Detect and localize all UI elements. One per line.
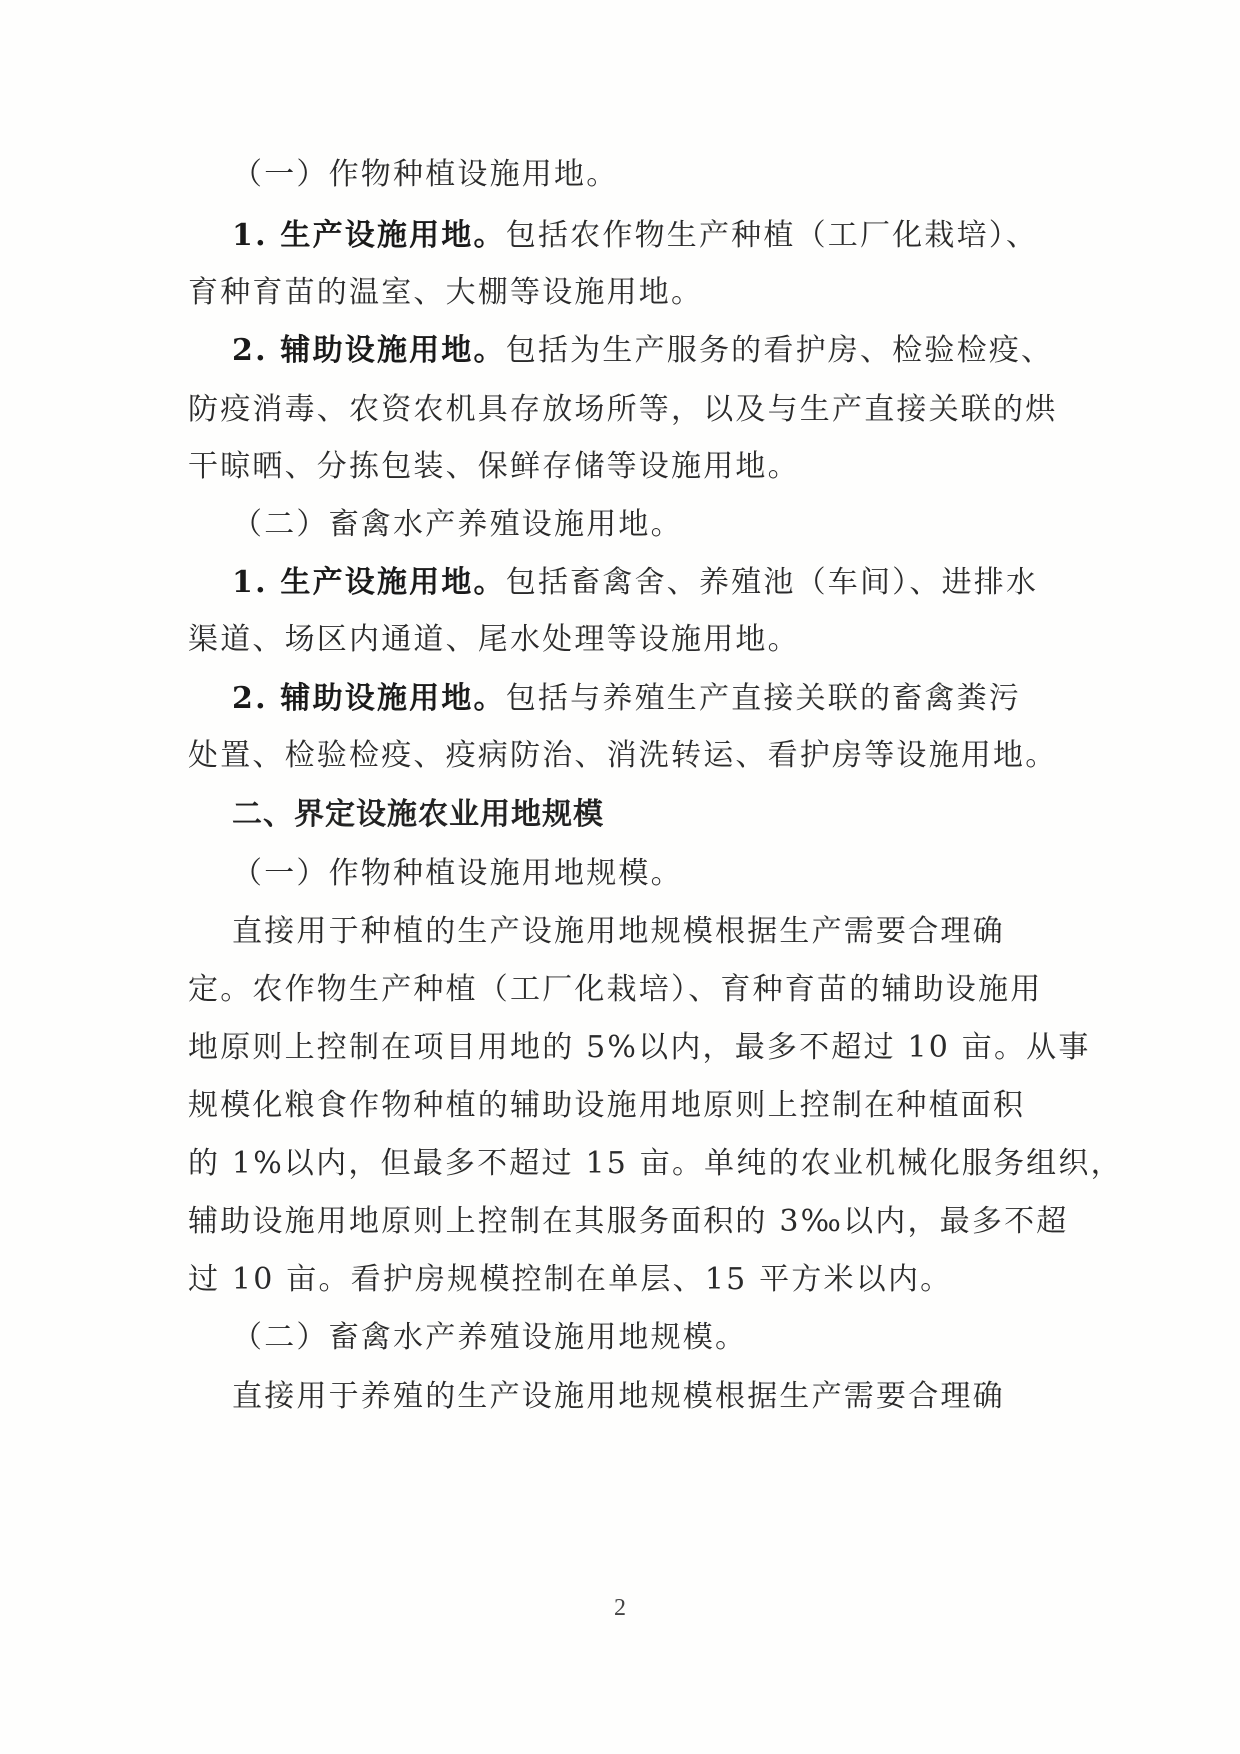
line-text: 防疫消毒、农资农机具存放场所等，以及与生产直接关联的烘 bbox=[188, 392, 1058, 427]
line-text: 渠道、场区内通道、尾水处理等设施用地。 bbox=[188, 622, 800, 657]
line-text: 育种育苗的温室、大棚等设施用地。 bbox=[188, 275, 704, 310]
paragraph-line bbox=[188, 438, 1068, 496]
line-text: 直接用于养殖的生产设施用地规模根据生产需要合理确 bbox=[232, 1379, 1005, 1414]
subheading-livestock-facility-land bbox=[232, 496, 1068, 554]
paragraph-line bbox=[188, 1077, 1068, 1135]
item-auxiliary-facility-land-livestock bbox=[232, 670, 1068, 728]
item-label: 2. 辅助设施用地。 bbox=[232, 333, 506, 368]
paragraph-line bbox=[188, 961, 1068, 1019]
subheading-crop-facility-scale bbox=[232, 845, 1068, 903]
paragraph-line bbox=[188, 727, 1068, 785]
line-text: 的 1%以内，但最多不超过 15 亩。单纯的农业机械化服务组织， bbox=[188, 1146, 1123, 1181]
paragraph-line bbox=[188, 1019, 1091, 1077]
line-text: 定。农作物生产种植（工厂化栽培）、育种育苗的辅助设施用 bbox=[188, 972, 1043, 1007]
subheading-text: （二）畜禽水产养殖设施用地。 bbox=[232, 507, 683, 542]
paragraph-line bbox=[188, 1135, 1123, 1193]
paragraph-line bbox=[188, 611, 1068, 669]
line-text: 处置、检验检疫、疫病防治、消洗转运、看护房等设施用地。 bbox=[188, 738, 1058, 773]
heading-text: 二、界定设施农业用地规模 bbox=[232, 797, 604, 832]
item-text: 包括为生产服务的看护房、检验检疫、 bbox=[505, 333, 1054, 368]
item-text: 包括与养殖生产直接关联的畜禽粪污 bbox=[505, 681, 1021, 716]
item-production-facility-land-crop bbox=[232, 207, 1068, 265]
item-text: 包括农作物生产种植（工厂化栽培）、 bbox=[505, 218, 1039, 253]
item-label: 2. 辅助设施用地。 bbox=[232, 681, 506, 716]
subheading-crop-facility-land bbox=[232, 146, 1068, 204]
line-text: 干晾晒、分拣包装、保鲜存储等设施用地。 bbox=[188, 449, 800, 484]
line-text: 地原则上控制在项目用地的 5%以内，最多不超过 10 亩。从事 bbox=[188, 1030, 1091, 1065]
item-auxiliary-facility-land-crop bbox=[232, 322, 1068, 380]
line-text: 直接用于种植的生产设施用地规模根据生产需要合理确 bbox=[232, 914, 1005, 949]
item-label: 1. 生产设施用地。 bbox=[232, 565, 506, 600]
subheading-text: （一）作物种植设施用地规模。 bbox=[232, 856, 683, 891]
paragraph-line bbox=[188, 381, 1068, 439]
line-text: 规模化粮食作物种植的辅助设施用地原则上控制在种植面积 bbox=[188, 1088, 1026, 1123]
paragraph-line bbox=[188, 1193, 1068, 1251]
line-text: 过 10 亩。看护房规模控制在单层、15 平方米以内。 bbox=[188, 1262, 953, 1297]
subheading-livestock-facility-scale bbox=[232, 1309, 1068, 1367]
line-text: 辅助设施用地原则上控制在其服务面积的 3‰以内，最多不超 bbox=[188, 1204, 1069, 1239]
subheading-text: （一）作物种植设施用地。 bbox=[232, 157, 619, 192]
paragraph-line bbox=[232, 1368, 1068, 1426]
paragraph-line bbox=[188, 264, 1068, 322]
paragraph-line bbox=[188, 1251, 1068, 1309]
section-heading bbox=[232, 786, 1068, 844]
item-text: 包括畜禽舍、养殖池（车间）、进排水 bbox=[505, 565, 1039, 600]
item-label: 1. 生产设施用地。 bbox=[232, 218, 506, 253]
subheading-text: （二）畜禽水产养殖设施用地规模。 bbox=[232, 1320, 748, 1355]
item-production-facility-land-livestock bbox=[232, 554, 1068, 612]
page-number: 2 bbox=[614, 1595, 626, 1621]
paragraph-line bbox=[232, 903, 1068, 961]
